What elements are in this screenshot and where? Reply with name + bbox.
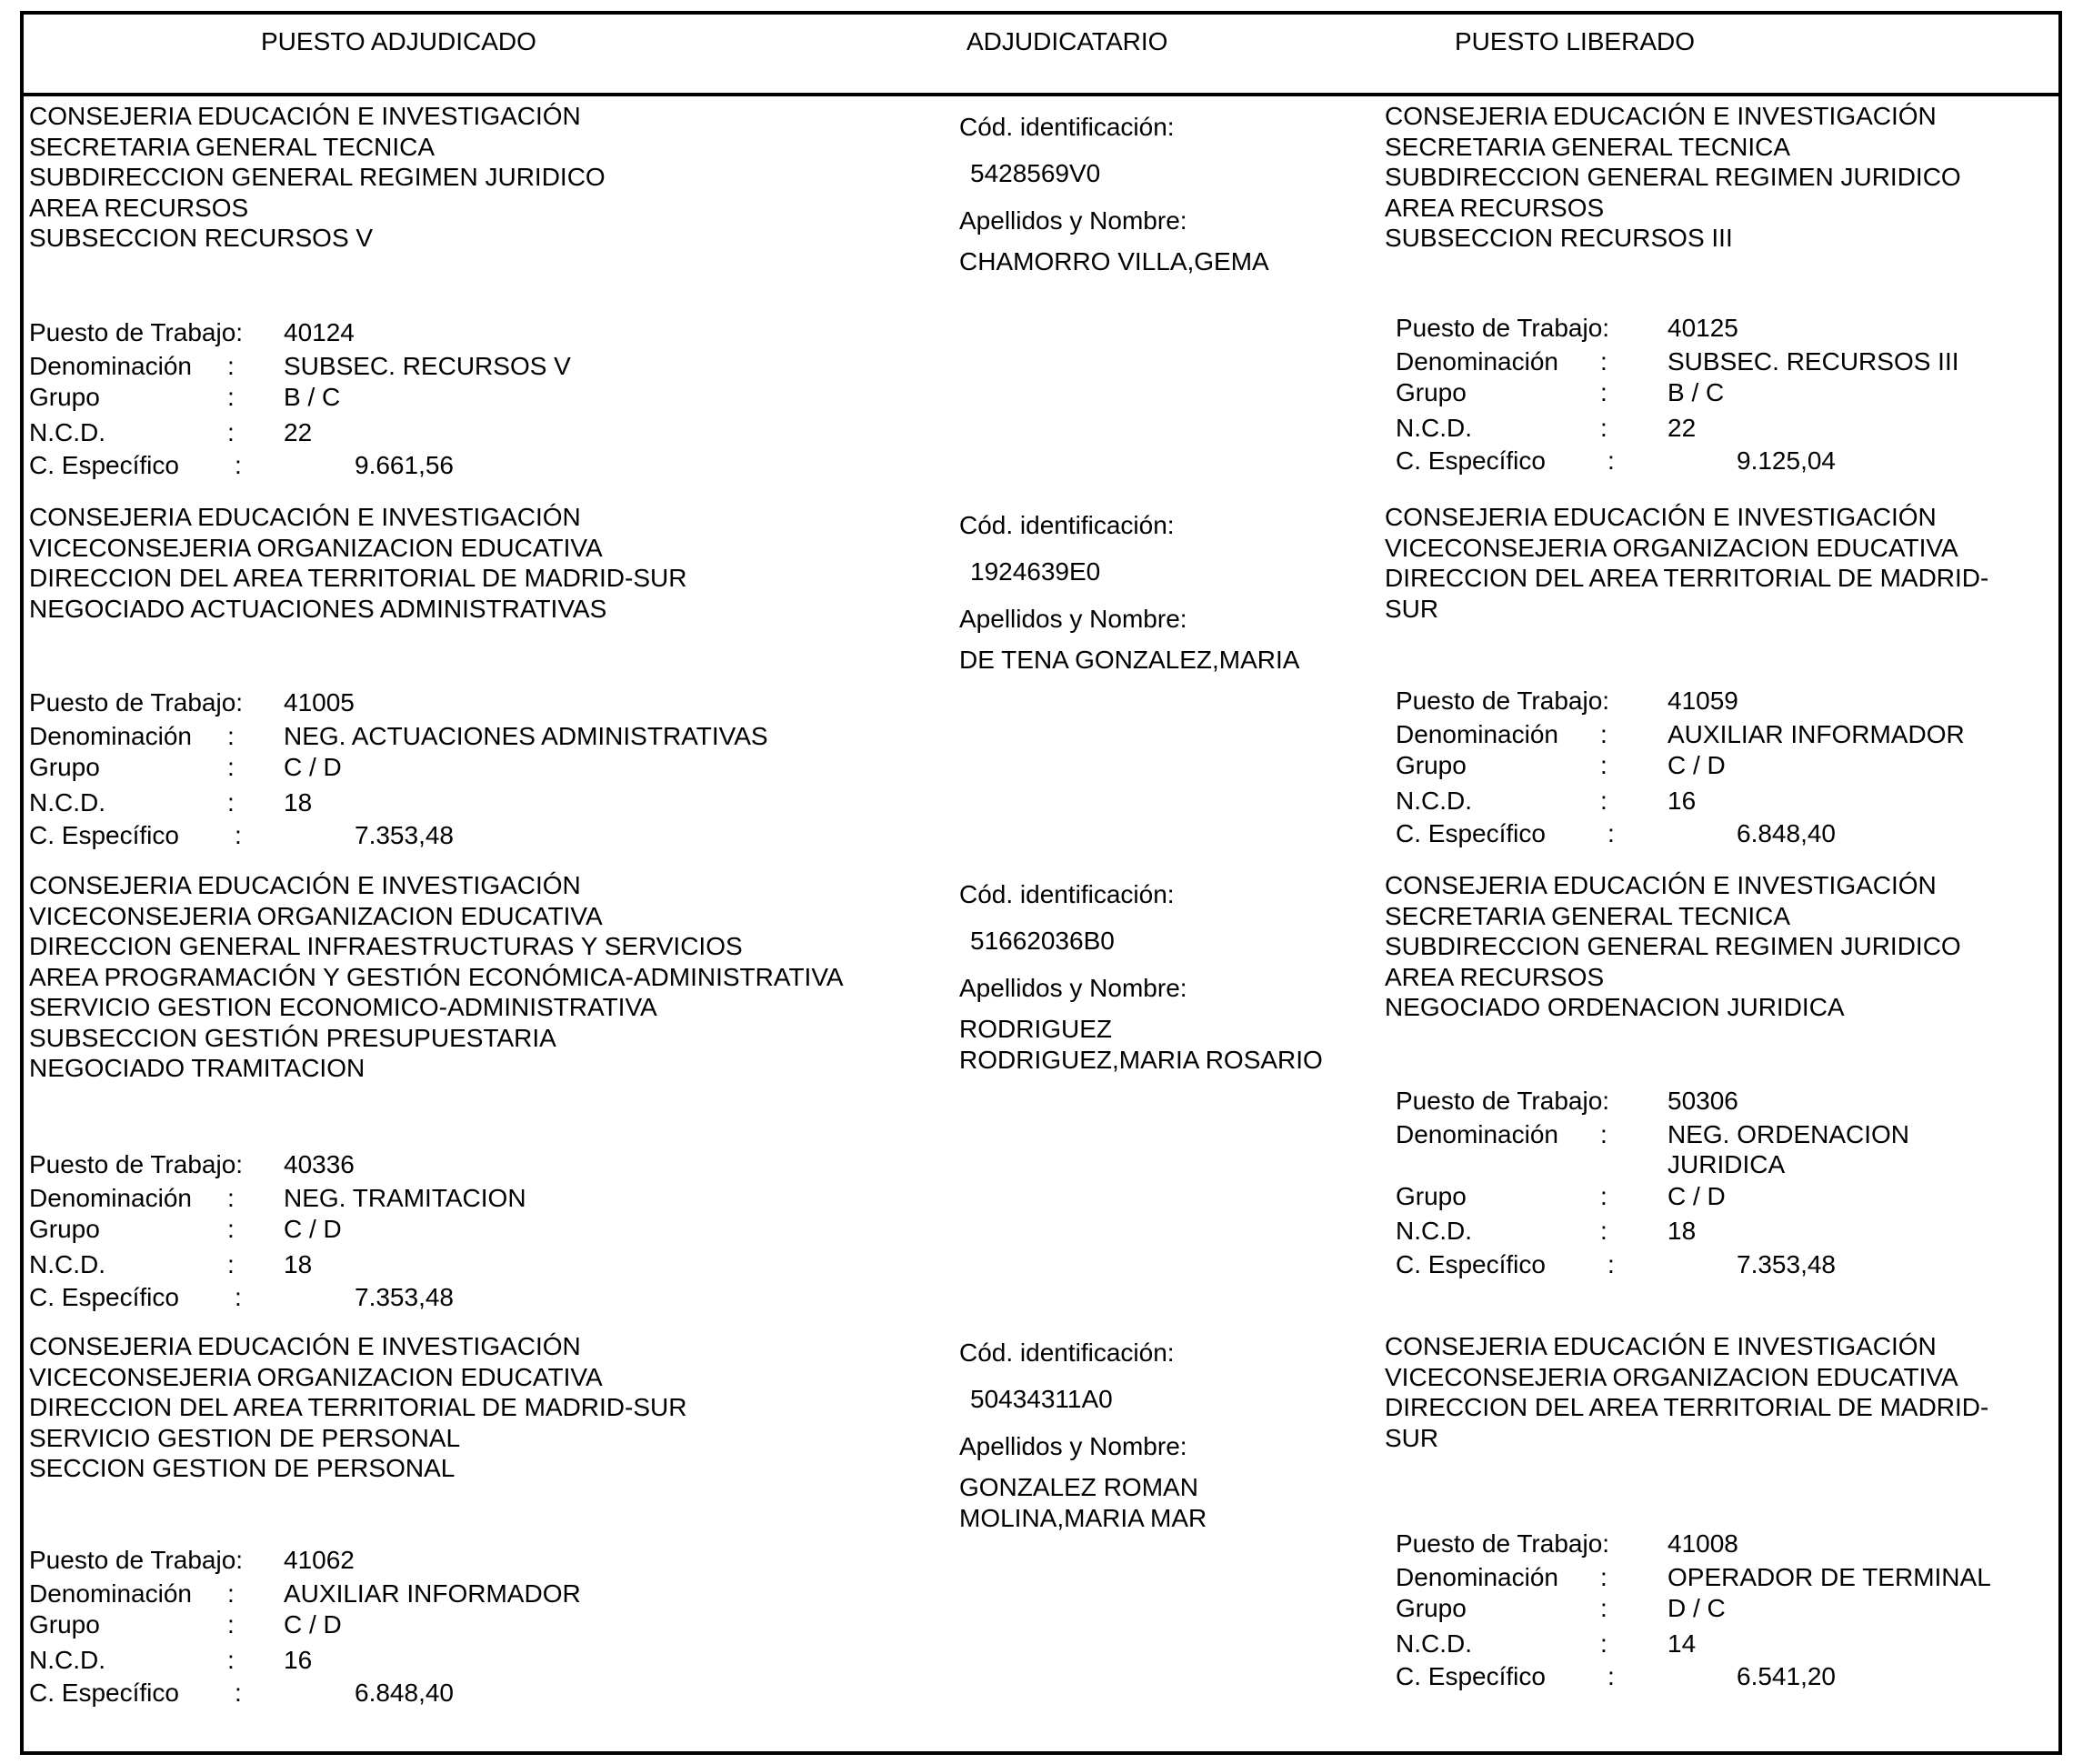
adjudicado-detail-label: N.C.D. xyxy=(29,1645,105,1674)
adjudicado-detail-label: Grupo xyxy=(29,383,100,411)
liberado-detail-colon: : xyxy=(1600,413,1607,442)
liberado-detail-value: 16 xyxy=(1667,786,1697,815)
liberado-org-line: SUBDIRECCION GENERAL REGIMEN JURIDICO xyxy=(1385,932,1961,960)
liberado-detail-label: N.C.D. xyxy=(1396,786,1472,815)
liberado-org-line: SUR xyxy=(1385,1423,1439,1452)
liberado-detail-value: D / C xyxy=(1667,1594,1726,1622)
liberado-detail-colon: : xyxy=(1600,786,1607,815)
adjudicado-org-line: CONSEJERIA EDUCACIÓN E INVESTIGACIÓN xyxy=(29,102,581,130)
adjudicado-detail-value: NEG. TRAMITACION xyxy=(284,1183,526,1212)
adjudicado-detail-colon: : xyxy=(235,451,242,479)
liberado-detail-colon: : xyxy=(1600,1594,1607,1622)
liberado-org-line: DIRECCION DEL AREA TERRITORIAL DE MADRID- xyxy=(1385,1393,1989,1421)
adjudicado-detail-value: C / D xyxy=(284,1610,342,1639)
cod-identificacion-label: Cód. identificación: xyxy=(959,1338,1175,1367)
adjudicado-detail-value: 9.661,56 xyxy=(355,451,454,479)
apellidos-nombre-value: GONZALEZ ROMAN xyxy=(959,1473,1198,1501)
adjudicado-org-line: VICECONSEJERIA ORGANIZACION EDUCATIVA xyxy=(29,1362,603,1391)
liberado-detail-value: SUBSEC. RECURSOS III xyxy=(1667,346,1959,376)
cod-identificacion-label: Cód. identificación: xyxy=(959,511,1175,539)
liberado-detail-label: N.C.D. xyxy=(1396,1217,1472,1245)
adjudicado-detail-label: Puesto de Trabajo: xyxy=(29,1150,244,1178)
liberado-org-line: NEGOCIADO ORDENACION JURIDICA xyxy=(1385,993,1845,1021)
apellidos-nombre-value: MOLINA,MARIA MAR xyxy=(959,1503,1207,1532)
adjudicado-detail-label: C. Específico xyxy=(29,451,179,479)
adjudicado-detail-colon: : xyxy=(235,1283,242,1311)
adjudicado-detail-value: SUBSEC. RECURSOS V xyxy=(284,351,571,380)
adjudicado-detail-colon: : xyxy=(227,417,235,446)
adjudicado-detail-label: N.C.D. xyxy=(29,1249,105,1278)
cod-identificacion-value: 5428569V0 xyxy=(970,159,1101,187)
liberado-detail-value: 7.353,48 xyxy=(1737,1249,1836,1278)
liberado-detail-value: 6.541,20 xyxy=(1737,1662,1836,1690)
liberado-detail-value: JURIDICA xyxy=(1667,1150,1786,1178)
liberado-detail-colon: : xyxy=(1600,1629,1607,1658)
liberado-detail-label: Puesto de Trabajo: xyxy=(1396,687,1610,715)
liberado-detail-label: Puesto de Trabajo: xyxy=(1396,314,1610,342)
cod-identificacion-value: 51662036B0 xyxy=(970,927,1115,955)
adjudicado-org-line: SUBSECCION RECURSOS V xyxy=(29,224,374,252)
liberado-detail-label: Grupo xyxy=(1396,751,1467,779)
adjudicado-detail-value: 41062 xyxy=(284,1546,355,1574)
apellidos-nombre-value: CHAMORRO VILLA,GEMA xyxy=(959,247,1269,276)
liberado-detail-label: C. Específico xyxy=(1396,446,1546,475)
adjudicado-detail-label: Grupo xyxy=(29,1610,100,1639)
adjudicado-detail-label: N.C.D. xyxy=(29,787,105,817)
cod-identificacion-label: Cód. identificación: xyxy=(959,880,1175,908)
adjudicado-org-line: SUBSECCION GESTIÓN PRESUPUESTARIA xyxy=(29,1023,556,1052)
liberado-org-line: SUBDIRECCION GENERAL REGIMEN JURIDICO xyxy=(1385,163,1961,191)
liberado-org-line: CONSEJERIA EDUCACIÓN E INVESTIGACIÓN xyxy=(1385,1332,1937,1360)
adjudicado-org-line: DIRECCION GENERAL INFRAESTRUCTURAS Y SERVICIOS xyxy=(29,932,743,960)
adjudicado-detail-colon: : xyxy=(227,753,235,781)
apellidos-nombre-value: RODRIGUEZ xyxy=(959,1015,1112,1043)
adjudicado-detail-colon: : xyxy=(235,1679,242,1707)
adjudicado-org-line: NEGOCIADO ACTUACIONES ADMINISTRATIVAS xyxy=(29,594,607,623)
liberado-detail-label: C. Específico xyxy=(1396,1662,1546,1690)
liberado-detail-value: C / D xyxy=(1667,1181,1726,1210)
liberado-detail-colon: : xyxy=(1600,1181,1607,1210)
adjudicado-detail-colon: : xyxy=(227,787,235,817)
apellidos-nombre-label: Apellidos y Nombre: xyxy=(959,1432,1187,1460)
liberado-detail-value: 40125 xyxy=(1667,314,1738,342)
liberado-org-line: AREA RECURSOS xyxy=(1385,962,1605,991)
liberado-detail-label: Grupo xyxy=(1396,1181,1467,1210)
liberado-detail-label: Puesto de Trabajo: xyxy=(1396,1529,1610,1558)
liberado-detail-colon: : xyxy=(1600,378,1607,406)
liberado-detail-value: 41059 xyxy=(1667,687,1738,715)
adjudicado-org-line: SERVICIO GESTION DE PERSONAL xyxy=(29,1423,461,1452)
liberado-org-line: SECRETARIA GENERAL TECNICA xyxy=(1385,901,1791,930)
adjudicado-org-line: SECCION GESTION DE PERSONAL xyxy=(29,1454,456,1482)
adjudicado-org-line: CONSEJERIA EDUCACIÓN E INVESTIGACIÓN xyxy=(29,1332,581,1360)
header-puesto-liberado: PUESTO LIBERADO xyxy=(1455,27,1696,55)
adjudicado-detail-colon: : xyxy=(227,1183,235,1212)
liberado-detail-colon: : xyxy=(1600,751,1607,779)
adjudicado-detail-value: 18 xyxy=(284,1249,313,1278)
liberado-detail-value: 18 xyxy=(1667,1217,1697,1245)
liberado-detail-value: NEG. ORDENACION xyxy=(1667,1119,1910,1148)
adjudicado-detail-colon: : xyxy=(227,721,235,750)
adjudicado-detail-value: C / D xyxy=(284,1215,342,1243)
liberado-detail-colon: : xyxy=(1607,446,1615,475)
liberado-detail-value: 41008 xyxy=(1667,1529,1738,1558)
adjudicado-org-line: DIRECCION DEL AREA TERRITORIAL DE MADRID-SUR xyxy=(29,1393,687,1421)
adjudicado-detail-value: B / C xyxy=(284,383,341,411)
liberado-detail-label: Grupo xyxy=(1396,378,1467,406)
adjudicado-detail-colon: : xyxy=(227,1579,235,1608)
adjudicado-org-line: SUBDIRECCION GENERAL REGIMEN JURIDICO xyxy=(29,163,606,191)
adjudicado-detail-value: AUXILIAR INFORMADOR xyxy=(284,1579,581,1608)
adjudicado-detail-value: 6.848,40 xyxy=(355,1679,454,1707)
adjudicado-org-line: DIRECCION DEL AREA TERRITORIAL DE MADRID-SUR xyxy=(29,564,687,592)
liberado-detail-label: Puesto de Trabajo: xyxy=(1396,1087,1610,1115)
liberado-detail-colon: : xyxy=(1600,1562,1607,1591)
liberado-detail-colon: : xyxy=(1607,819,1615,847)
adjudicado-detail-label: Denominación xyxy=(29,351,192,380)
adjudicado-detail-colon: : xyxy=(227,1645,235,1674)
adjudicado-org-line: NEGOCIADO TRAMITACION xyxy=(29,1054,366,1082)
adjudicado-detail-value: C / D xyxy=(284,753,342,781)
adjudicado-detail-label: Puesto de Trabajo: xyxy=(29,688,244,717)
liberado-detail-label: C. Específico xyxy=(1396,1249,1546,1278)
adjudicado-detail-label: Grupo xyxy=(29,753,100,781)
adjudicado-org-line: SERVICIO GESTION ECONOMICO-ADMINISTRATIVA xyxy=(29,993,657,1021)
liberado-detail-label: Denominación xyxy=(1396,1562,1558,1591)
adjudicado-detail-value: 41005 xyxy=(284,688,355,717)
adjudicado-detail-label: Puesto de Trabajo: xyxy=(29,1546,244,1574)
adjudicado-org-line: AREA PROGRAMACIÓN Y GESTIÓN ECONÓMICA-ADMINISTRATIVA xyxy=(29,962,844,991)
apellidos-nombre-value: DE TENA GONZALEZ,MARIA xyxy=(959,646,1300,674)
header-puesto-adjudicado: PUESTO ADJUDICADO xyxy=(261,27,536,55)
liberado-detail-label: N.C.D. xyxy=(1396,1629,1472,1658)
liberado-detail-value: 14 xyxy=(1667,1629,1697,1658)
liberado-detail-colon: : xyxy=(1607,1249,1615,1278)
adjudicado-detail-label: C. Específico xyxy=(29,821,179,849)
adjudicado-detail-value: 22 xyxy=(284,417,313,446)
adjudicado-detail-label: Grupo xyxy=(29,1215,100,1243)
liberado-detail-colon: : xyxy=(1607,1662,1615,1690)
liberado-detail-value: AUXILIAR INFORMADOR xyxy=(1667,719,1965,748)
adjudicado-detail-label: C. Específico xyxy=(29,1679,179,1707)
liberado-detail-colon: : xyxy=(1600,346,1607,376)
adjudicado-detail-label: Puesto de Trabajo: xyxy=(29,318,244,346)
header-adjudicatario: ADJUDICATARIO xyxy=(966,27,1168,55)
liberado-detail-value: 6.848,40 xyxy=(1737,819,1836,847)
adjudicado-detail-value: 40124 xyxy=(284,318,355,346)
apellidos-nombre-label: Apellidos y Nombre: xyxy=(959,206,1187,235)
liberado-org-line: CONSEJERIA EDUCACIÓN E INVESTIGACIÓN xyxy=(1385,102,1937,130)
liberado-org-line: CONSEJERIA EDUCACIÓN E INVESTIGACIÓN xyxy=(1385,503,1937,531)
liberado-detail-value: 22 xyxy=(1667,413,1697,442)
liberado-org-line: SUR xyxy=(1385,594,1439,623)
adjudicado-org-line: CONSEJERIA EDUCACIÓN E INVESTIGACIÓN xyxy=(29,503,581,531)
adjudicado-detail-colon: : xyxy=(227,1215,235,1243)
liberado-org-line: SECRETARIA GENERAL TECNICA xyxy=(1385,132,1791,161)
adjudicado-detail-colon: : xyxy=(227,1610,235,1639)
liberado-detail-label: Denominación xyxy=(1396,719,1558,748)
adjudicado-detail-colon: : xyxy=(235,821,242,849)
adjudicado-detail-label: Denominación xyxy=(29,1579,192,1608)
apellidos-nombre-label: Apellidos y Nombre: xyxy=(959,605,1187,633)
adjudicado-detail-value: NEG. ACTUACIONES ADMINISTRATIVAS xyxy=(284,721,768,750)
cod-identificacion-value: 50434311A0 xyxy=(970,1385,1113,1413)
liberado-org-line: AREA RECURSOS xyxy=(1385,193,1605,222)
liberado-detail-value: OPERADOR DE TERMINAL xyxy=(1667,1562,1991,1591)
liberado-detail-label: N.C.D. xyxy=(1396,413,1472,442)
adjudicado-org-line: VICECONSEJERIA ORGANIZACION EDUCATIVA xyxy=(29,533,603,562)
liberado-org-line: DIRECCION DEL AREA TERRITORIAL DE MADRID- xyxy=(1385,564,1989,592)
adjudicado-detail-value: 7.353,48 xyxy=(355,821,454,849)
liberado-detail-label: Grupo xyxy=(1396,1594,1467,1622)
adjudicado-detail-colon: : xyxy=(227,383,235,411)
adjudicado-detail-label: C. Específico xyxy=(29,1283,179,1311)
cod-identificacion-value: 1924639E0 xyxy=(970,557,1101,586)
adjudicado-detail-value: 18 xyxy=(284,787,313,817)
liberado-org-line: VICECONSEJERIA ORGANIZACION EDUCATIVA xyxy=(1385,533,1958,562)
adjudicado-detail-colon: : xyxy=(227,1249,235,1278)
liberado-detail-value: 50306 xyxy=(1667,1087,1738,1115)
liberado-detail-colon: : xyxy=(1600,719,1607,748)
liberado-detail-colon: : xyxy=(1600,1119,1607,1148)
liberado-detail-value: B / C xyxy=(1667,378,1725,406)
adjudicado-detail-colon: : xyxy=(227,351,235,380)
header-divider xyxy=(20,93,2062,96)
adjudicado-detail-label: Denominación xyxy=(29,1183,192,1212)
cod-identificacion-label: Cód. identificación: xyxy=(959,113,1175,141)
adjudicado-detail-value: 40336 xyxy=(284,1150,355,1178)
liberado-detail-value: 9.125,04 xyxy=(1737,446,1836,475)
liberado-org-line: SUBSECCION RECURSOS III xyxy=(1385,224,1733,252)
liberado-detail-value: C / D xyxy=(1667,751,1726,779)
liberado-detail-label: Denominación xyxy=(1396,1119,1558,1148)
adjudicado-detail-value: 16 xyxy=(284,1645,313,1674)
liberado-org-line: CONSEJERIA EDUCACIÓN E INVESTIGACIÓN xyxy=(1385,871,1937,899)
adjudicado-org-line: CONSEJERIA EDUCACIÓN E INVESTIGACIÓN xyxy=(29,871,581,899)
liberado-detail-label: C. Específico xyxy=(1396,819,1546,847)
liberado-detail-label: Denominación xyxy=(1396,346,1558,376)
adjudicado-org-line: SECRETARIA GENERAL TECNICA xyxy=(29,132,436,161)
apellidos-nombre-value: RODRIGUEZ,MARIA ROSARIO xyxy=(959,1045,1323,1074)
adjudicado-detail-label: Denominación xyxy=(29,721,192,750)
liberado-org-line: VICECONSEJERIA ORGANIZACION EDUCATIVA xyxy=(1385,1362,1958,1391)
adjudicado-detail-value: 7.353,48 xyxy=(355,1283,454,1311)
adjudicado-detail-label: N.C.D. xyxy=(29,417,105,446)
apellidos-nombre-label: Apellidos y Nombre: xyxy=(959,974,1187,1002)
adjudicado-org-line: VICECONSEJERIA ORGANIZACION EDUCATIVA xyxy=(29,901,603,930)
liberado-detail-colon: : xyxy=(1600,1217,1607,1245)
adjudicado-org-line: AREA RECURSOS xyxy=(29,193,249,222)
